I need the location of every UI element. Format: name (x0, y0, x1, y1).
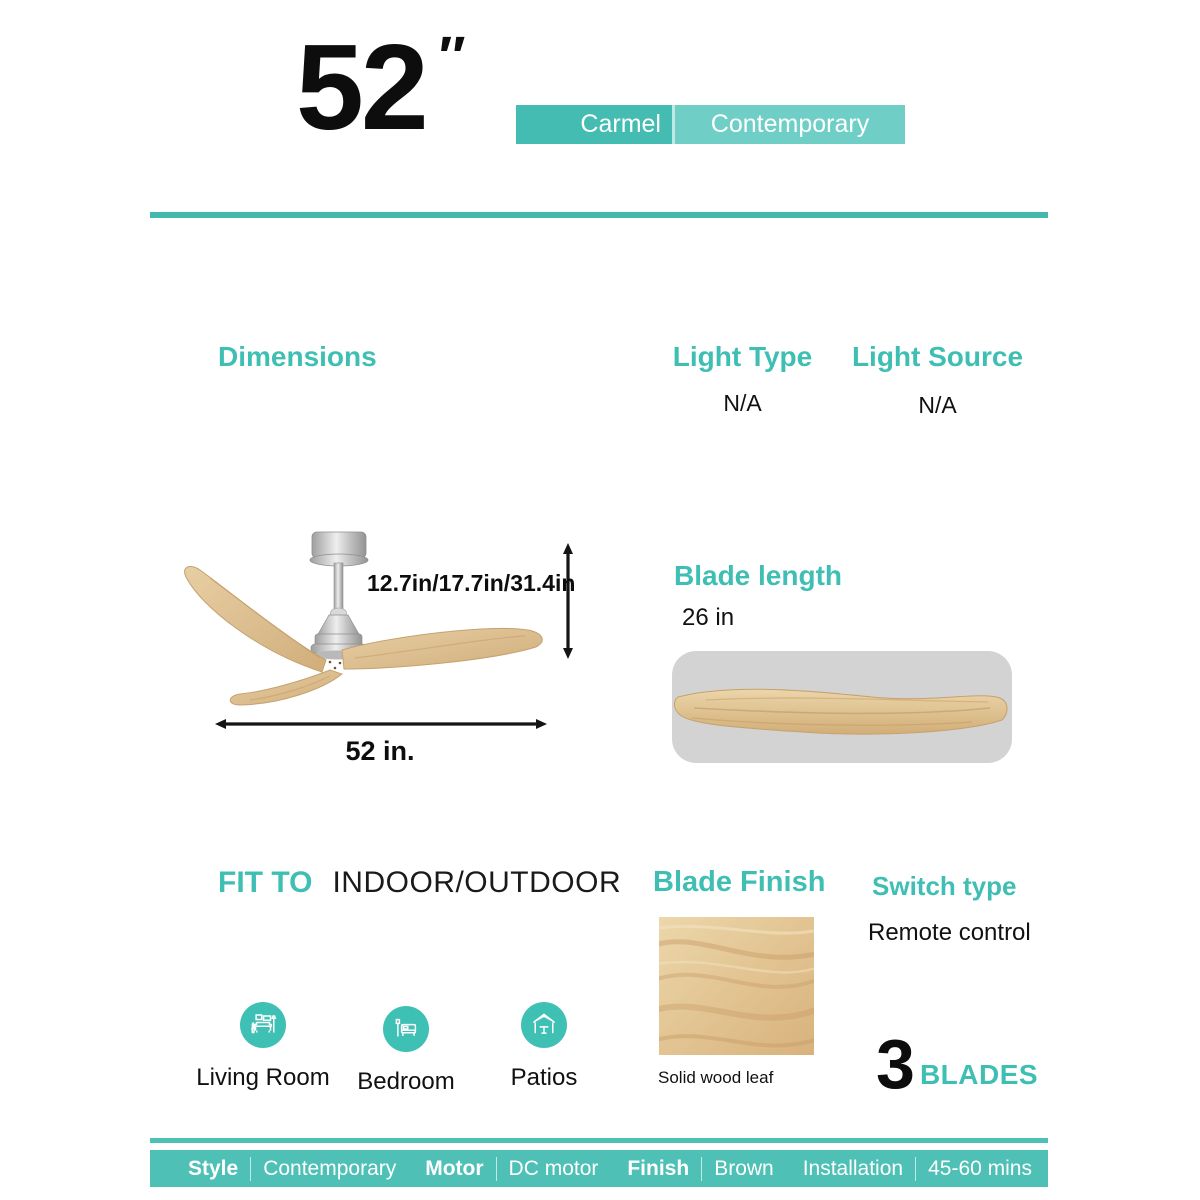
fit-to-value: INDOOR/OUTDOOR (332, 866, 622, 899)
bedroom-glyph (391, 1014, 421, 1044)
spec-footer-bar (150, 1150, 1048, 1187)
inch-mark: ″ (435, 24, 462, 87)
product-badge (516, 105, 905, 144)
patio-icon (521, 1002, 567, 1048)
spec-value: DC motor (508, 1156, 599, 1180)
fit-to-title: FIT TO (218, 866, 313, 899)
fan-size-title (296, 19, 462, 155)
spec-value: Brown (714, 1156, 774, 1180)
living-room-glyph (248, 1010, 278, 1040)
living-room-icon (240, 1002, 286, 1048)
bedroom-icon (383, 1006, 429, 1052)
fit-to-row (218, 866, 621, 900)
badge-name: Carmel (516, 105, 672, 144)
fan-width-dimension: 52 in. (345, 736, 415, 766)
room-bedroom (331, 1006, 481, 1096)
room-patio (469, 1002, 619, 1092)
header-divider (150, 212, 1048, 218)
spec-finish (627, 1157, 773, 1181)
blade-count (876, 1025, 1039, 1103)
light-source-title: Light Source (851, 341, 1024, 372)
room-living (188, 1002, 338, 1092)
blade-length-value: 26 in (682, 604, 735, 631)
switch-type-title: Switch type (872, 871, 1017, 901)
spec-label: Motor (425, 1156, 484, 1180)
blade-length-title: Blade length (674, 560, 843, 591)
blade-finish-title: Blade Finish (653, 866, 826, 898)
spec-divider (250, 1157, 251, 1181)
light-type-title: Light Type (672, 341, 813, 372)
wood-blade-illustration (672, 651, 1012, 763)
room-label: Bedroom (357, 1068, 455, 1095)
room-label: Patios (510, 1064, 578, 1091)
patio-glyph (529, 1010, 559, 1040)
spec-divider (701, 1157, 702, 1181)
spec-divider (496, 1157, 497, 1181)
spec-label: Style (188, 1156, 239, 1180)
spec-value: 45-60 mins (928, 1156, 1032, 1180)
dimensions-title: Dimensions (218, 341, 377, 372)
spec-installation (803, 1157, 1032, 1181)
spec-style (188, 1157, 396, 1181)
spec-label: Installation (802, 1156, 904, 1180)
blade-count-number: 3 (876, 1025, 915, 1103)
light-type-value: N/A (723, 390, 762, 416)
fan-height-dimension: 12.7in/17.7in/31.4in (367, 570, 576, 596)
blade-image (672, 651, 1012, 763)
footer-accent-line (150, 1138, 1048, 1143)
wood-finish-swatch (659, 917, 814, 1055)
light-source-value: N/A (918, 392, 957, 418)
spec-divider (915, 1157, 916, 1181)
spec-value: Contemporary (263, 1156, 397, 1180)
blade-finish-caption: Solid wood leaf (658, 1068, 774, 1087)
blade-count-label: BLADES (919, 1059, 1039, 1091)
switch-type-value: Remote control (868, 919, 1031, 946)
spec-motor (425, 1157, 598, 1181)
room-label: Living Room (196, 1064, 330, 1091)
fan-size-value: 52 (296, 19, 426, 155)
badge-style: Contemporary (672, 105, 905, 144)
spec-label: Finish (627, 1156, 690, 1180)
